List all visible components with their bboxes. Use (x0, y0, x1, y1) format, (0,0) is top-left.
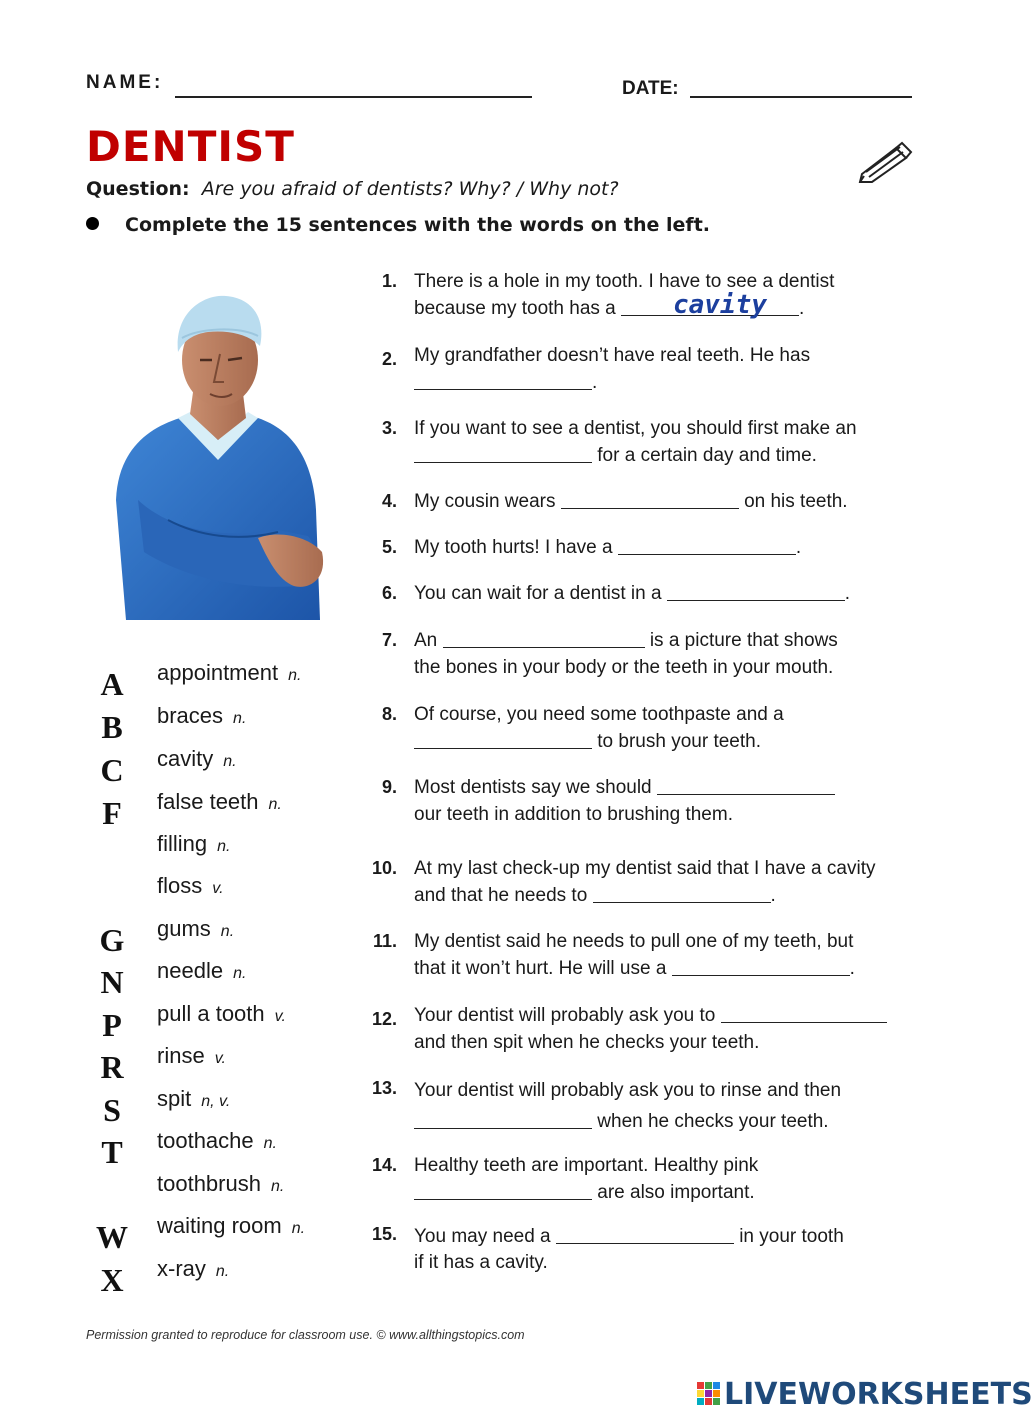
liveworksheets-brand[interactable] (697, 1377, 1033, 1411)
part-of-speech: n, v. (201, 1093, 231, 1110)
sentence-text: if it has a cavity. (414, 1252, 548, 1273)
part-of-speech: n. (270, 1178, 285, 1195)
sentence-number: 12. (371, 1009, 397, 1029)
sentence-number: 3. (381, 418, 397, 438)
question-text: Are you afraid of dentists? Why? / Why not? (201, 178, 619, 200)
word-text: floss (157, 873, 203, 898)
answer-blank[interactable] (414, 1110, 592, 1129)
sentence-text: My grandfather doesn’t have real teeth. He has (414, 345, 811, 366)
sentence-text: An (414, 630, 438, 651)
sentence-text: are also important. (597, 1182, 755, 1203)
part-of-speech: v. (214, 1050, 226, 1067)
word-text: false teeth (157, 789, 259, 814)
word-text: appointment (157, 660, 279, 685)
sentence-number: 7. (381, 630, 397, 650)
part-of-speech: n. (220, 923, 235, 940)
sentence-number: 2. (381, 349, 397, 369)
part-of-speech: n. (233, 965, 247, 982)
word-bank-item (94, 746, 354, 788)
part-of-speech: n. (288, 667, 302, 684)
sentence-4 (365, 488, 925, 515)
sentence-5 (365, 534, 925, 561)
word-text: spit (157, 1086, 192, 1111)
word-term (157, 873, 224, 899)
page-title: DENTIST (86, 122, 295, 171)
date-label: DATE: (622, 78, 679, 99)
sentence-text: . (844, 583, 851, 604)
sentence-number: 6. (381, 583, 397, 603)
sentence-text: Your dentist will probably ask you to rinse and then (414, 1080, 842, 1101)
sentence-text: My cousin wears (414, 491, 556, 512)
word-bank-item (94, 1043, 354, 1085)
word-bank-item (94, 1128, 354, 1170)
answer-blank[interactable] (618, 536, 796, 555)
word-text: cavity (157, 746, 214, 771)
answer-blank[interactable] (556, 1225, 734, 1244)
word-text: filling (157, 831, 208, 856)
word-term (157, 1043, 226, 1069)
word-term (157, 703, 246, 729)
sentence-text: Of course, you need some toothpaste and a (414, 704, 784, 725)
word-term (157, 1213, 305, 1239)
word-bank-item (94, 958, 354, 1000)
sentence-9 (365, 774, 925, 828)
word-letter: S (103, 1092, 121, 1128)
word-text: toothache (157, 1128, 254, 1153)
word-bank-item (94, 1213, 354, 1255)
sentence-text: on his teeth. (744, 491, 848, 512)
word-letter: T (101, 1134, 123, 1170)
word-term (157, 916, 234, 942)
sentence-number: 13. (371, 1078, 397, 1098)
answer-blank[interactable] (414, 371, 592, 390)
sentence-text: and then spit when he checks your teeth. (414, 1032, 760, 1053)
word-term (157, 1171, 284, 1197)
answer-blank[interactable] (561, 490, 739, 509)
sentence-text: . (795, 537, 802, 558)
sentence-text: You can wait for a dentist in a (414, 583, 662, 604)
answer-blank[interactable] (443, 629, 645, 648)
word-bank-item (94, 1171, 354, 1213)
word-text: toothbrush (157, 1171, 261, 1196)
sentence-2 (365, 342, 925, 396)
dentist-photo (108, 290, 333, 620)
sentence-text: the bones in your body or the teeth in your mouth. (414, 657, 834, 678)
word-text: x-ray (157, 1256, 206, 1281)
sentence-number: 8. (381, 704, 397, 724)
footer-permission: Permission granted to reproduce for classroom use. © www.allthingstopics.com (86, 1328, 525, 1342)
answer-blank[interactable] (667, 582, 845, 601)
name-label: NAME: (86, 72, 164, 93)
word-term (157, 789, 282, 815)
word-text: waiting room (157, 1213, 282, 1238)
word-term (157, 660, 301, 686)
word-text: braces (157, 703, 224, 728)
sentence-11 (365, 928, 925, 982)
question-label: Question: (86, 178, 190, 200)
sentence-1 (365, 268, 925, 322)
word-letter: C (100, 752, 124, 788)
sentence-3 (365, 415, 925, 469)
sentence-text: and that he needs to (414, 885, 588, 906)
word-letter: P (102, 1007, 122, 1043)
sentence-14 (365, 1152, 925, 1206)
sentence-text: Healthy teeth are important. Healthy pink (414, 1155, 759, 1176)
word-bank-item (94, 1001, 354, 1043)
word-term (157, 958, 246, 984)
sentence-7 (365, 627, 925, 681)
sentence-text: . (770, 885, 776, 906)
sentence-12 (365, 1002, 925, 1056)
sentence-text: At my last check-up my dentist said that I have a cavity (414, 858, 876, 879)
sentence-text: Your dentist will probably ask you to (414, 1005, 716, 1026)
sentence-number: 10. (371, 858, 397, 878)
sentence-6 (365, 580, 925, 607)
sentence-13 (365, 1075, 925, 1137)
word-term (157, 746, 237, 772)
answer-blank[interactable] (414, 730, 592, 749)
answer-1-input[interactable]: cavity (673, 290, 767, 320)
word-letter: N (100, 964, 124, 1000)
sentence-text: If you want to see a dentist, you should first make an (414, 418, 857, 439)
sentence-number: 11. (372, 931, 397, 951)
sentence-10 (365, 855, 925, 909)
liveworksheets-logo-icon (697, 1382, 721, 1406)
word-letter: X (100, 1262, 124, 1298)
answer-blank[interactable] (657, 776, 835, 795)
answer-blank[interactable] (414, 1181, 592, 1200)
word-letter: A (100, 666, 124, 702)
word-term (157, 1086, 230, 1112)
brand-text: LIVEWORKSHEETS (724, 1376, 1033, 1412)
sentence-text: My tooth hurts! I have a (414, 537, 613, 558)
bullet-icon (86, 217, 99, 230)
sentence-text: that it won’t hurt. He will use a (414, 958, 667, 979)
part-of-speech: n. (268, 796, 282, 813)
sentence-number: 9. (381, 777, 397, 797)
answer-blank[interactable] (721, 1004, 887, 1023)
word-text: needle (157, 958, 224, 983)
word-bank-item (94, 789, 354, 831)
sentence-15 (365, 1224, 925, 1276)
word-text: gums (157, 916, 211, 941)
part-of-speech: v. (212, 880, 224, 897)
sentence-text: You may need a (414, 1226, 551, 1247)
part-of-speech: v. (274, 1008, 286, 1025)
word-letter: W (96, 1219, 128, 1255)
sentence-number: 14. (371, 1155, 397, 1175)
word-bank-item (94, 660, 354, 702)
instruction (86, 214, 710, 236)
answer-blank[interactable] (414, 444, 592, 463)
word-letter: G (99, 922, 125, 958)
word-bank-item (94, 703, 354, 745)
part-of-speech: n. (223, 753, 237, 770)
answer-blank[interactable] (593, 884, 771, 903)
sentence-text: to brush your teeth. (597, 731, 761, 752)
word-term (157, 1256, 229, 1282)
sentence-text: . (592, 372, 598, 393)
sentence-text: There is a hole in my tooth. I have to see a dentist (414, 271, 835, 292)
pencil-icon (856, 138, 912, 182)
sentence-text: is a picture that shows (649, 630, 838, 651)
sentence-text: our teeth in addition to brushing them. (414, 804, 733, 825)
part-of-speech: n. (233, 710, 247, 727)
word-bank-item (94, 831, 354, 873)
part-of-speech: n. (263, 1135, 277, 1152)
sentence-text: when he checks your teeth. (597, 1111, 829, 1132)
sentence-number: 1. (381, 271, 397, 291)
word-letter: B (101, 709, 123, 745)
word-letter: F (102, 795, 122, 831)
sentence-number: 4. (381, 491, 397, 511)
part-of-speech: n. (217, 838, 231, 855)
sentence-text: My dentist said he needs to pull one of my teeth, but (414, 931, 854, 952)
name-line[interactable] (175, 96, 532, 98)
word-text: pull a tooth (157, 1001, 265, 1026)
word-term (157, 1001, 286, 1027)
word-bank-item (94, 873, 354, 915)
sentence-text: Most dentists say we should (414, 777, 652, 798)
part-of-speech: n. (215, 1263, 230, 1280)
word-bank-item (94, 1256, 354, 1298)
word-bank-item (94, 1086, 354, 1128)
sentence-text: for a certain day and time. (597, 445, 817, 466)
answer-blank[interactable] (672, 957, 850, 976)
word-bank-item (94, 916, 354, 958)
word-letter: R (100, 1049, 124, 1085)
sentence-text: because my tooth has a (414, 298, 616, 319)
date-line[interactable] (690, 96, 912, 98)
sentence-text: in your tooth (739, 1226, 844, 1247)
sentence-number: 15. (371, 1224, 397, 1244)
sentence-8 (365, 701, 925, 755)
sentence-text: . (849, 958, 855, 979)
word-term (157, 831, 230, 857)
word-text: rinse (157, 1043, 205, 1068)
sentence-number: 5. (381, 537, 397, 557)
instruction-text: Complete the 15 sentences with the words on the left. (125, 214, 711, 236)
word-term (157, 1128, 277, 1154)
part-of-speech: n. (291, 1220, 306, 1237)
question (86, 178, 619, 200)
sentence-text: . (799, 298, 805, 319)
